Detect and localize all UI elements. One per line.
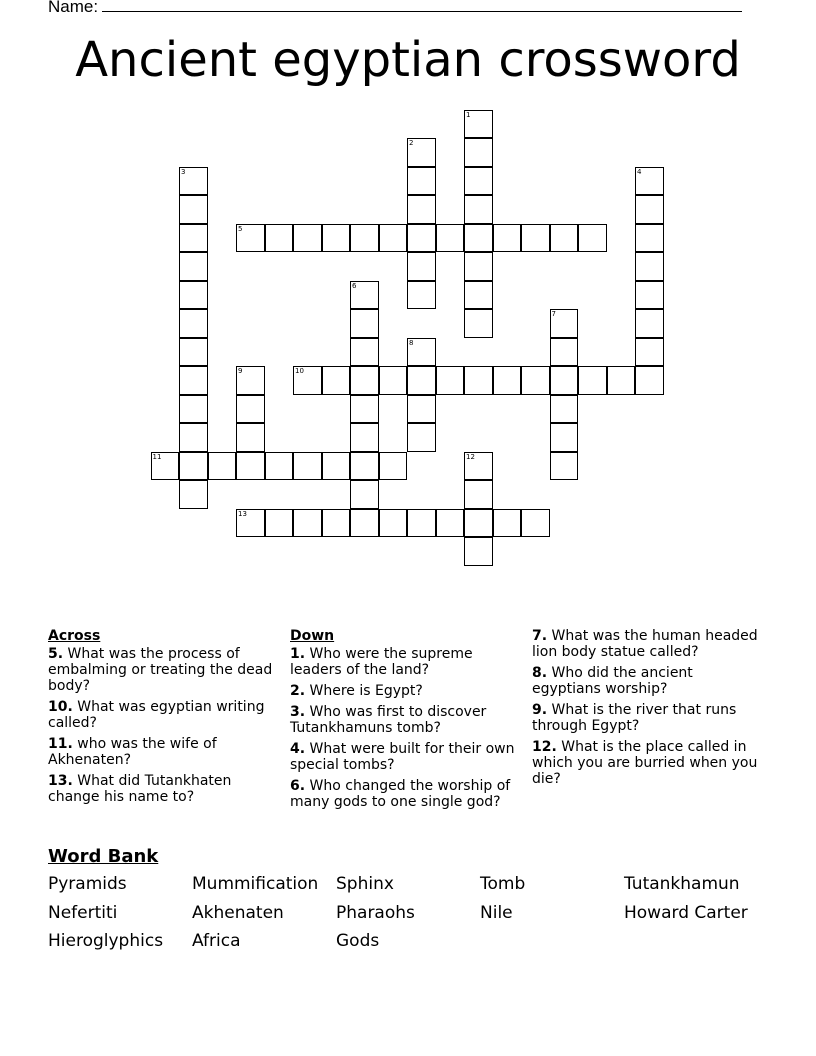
crossword-cell[interactable] [293, 509, 322, 538]
crossword-cell[interactable] [151, 452, 180, 481]
crossword-cell[interactable] [350, 309, 379, 338]
crossword-cell[interactable] [464, 167, 493, 196]
crossword-cell[interactable] [550, 423, 579, 452]
clue-number: 11 [152, 452, 162, 461]
clue-text: What was the human headed lion body statue called? [532, 628, 758, 660]
clue-number: 1. [290, 646, 306, 662]
name-label: Name: [48, 0, 99, 16]
clue [290, 778, 520, 810]
word-bank-word: Hieroglyphics [48, 931, 164, 951]
crossword-cell[interactable] [236, 224, 265, 253]
clues-down-continued [532, 628, 762, 792]
down-heading: Down [290, 628, 335, 644]
crossword-cell[interactable] [350, 509, 379, 538]
clue-number: 7. [532, 628, 548, 644]
clue-number: 2 [409, 139, 414, 147]
clue-text: What were built for their own special tombs? [290, 741, 515, 773]
clue [48, 773, 278, 805]
clue-number: 13. [48, 773, 73, 789]
clue-text: What is the river that runs through Egypt? [532, 702, 737, 734]
page-title: Ancient egyptian crossword [75, 32, 741, 88]
clue-number: 8. [532, 665, 548, 681]
crossword-cell[interactable] [635, 252, 664, 281]
word-bank-word: Pharaohs [336, 902, 415, 923]
crossword-cell[interactable] [635, 366, 664, 395]
crossword-cell[interactable] [550, 338, 579, 367]
crossword-cell[interactable] [635, 195, 664, 224]
crossword-cell[interactable] [635, 224, 664, 253]
crossword-cell[interactable] [464, 480, 493, 509]
crossword-cell[interactable] [550, 309, 579, 338]
word-bank-word: Nefertiti [48, 902, 118, 923]
crossword-cell[interactable] [521, 224, 550, 253]
crossword-cell[interactable] [379, 224, 408, 253]
crossword-cell[interactable] [578, 366, 607, 395]
crossword-cell[interactable] [179, 252, 208, 281]
crossword-cell[interactable] [464, 366, 493, 395]
crossword-cell[interactable] [521, 366, 550, 395]
clue-number: 8 [409, 338, 414, 347]
crossword-cell[interactable] [578, 224, 607, 253]
crossword-cell[interactable] [179, 480, 208, 509]
clue-text: Who were the supreme leaders of the land? [290, 646, 473, 678]
clue [532, 702, 762, 734]
word-bank-word: Gods [336, 931, 380, 951]
crossword-cell[interactable] [464, 509, 493, 538]
crossword-cell[interactable] [236, 395, 265, 424]
crossword-cell[interactable] [350, 423, 379, 452]
crossword-cell[interactable] [379, 452, 408, 481]
crossword-cell[interactable] [350, 366, 379, 395]
crossword-cell[interactable] [407, 138, 436, 167]
crossword-cell[interactable] [607, 366, 636, 395]
crossword-cell[interactable] [436, 366, 465, 395]
crossword-cell[interactable] [464, 110, 493, 139]
clue-text: Who did the ancient egyptians worship? [532, 665, 693, 697]
crossword-cell[interactable] [350, 224, 379, 253]
crossword-cell[interactable] [493, 224, 522, 253]
clue-number: 3. [290, 704, 306, 720]
clue-text: Who was first to discover Tutankhamuns tomb? [290, 704, 487, 736]
crossword-cell[interactable] [550, 224, 579, 253]
crossword-cell[interactable] [464, 537, 493, 566]
crossword-cell[interactable] [407, 224, 436, 253]
crossword-cell[interactable] [407, 509, 436, 538]
crossword-cell[interactable] [236, 509, 265, 538]
clue-number: 10 [295, 367, 304, 375]
crossword-cell[interactable] [407, 281, 436, 310]
clue [290, 741, 520, 773]
crossword-cell[interactable] [464, 309, 493, 338]
crossword-cell[interactable] [236, 423, 265, 452]
clue-text: What is the place called in which you are burried when you die? [532, 739, 758, 787]
clue-number: 11. [48, 736, 73, 752]
crossword-cell[interactable] [379, 509, 408, 538]
crossword-cell[interactable] [407, 395, 436, 424]
clue-text: What was the process of embalming or treating the dead body? [48, 646, 273, 694]
crossword-cell[interactable] [379, 366, 408, 395]
clue [48, 646, 278, 694]
crossword-cell[interactable] [407, 423, 436, 452]
clue-text: What did Tutankhaten change his name to? [48, 773, 232, 805]
crossword-cell[interactable] [179, 423, 208, 452]
crossword-cell[interactable] [464, 252, 493, 281]
clue-text: who was the wife of Akhenaten? [48, 736, 217, 768]
word-bank-title: Word Bank [48, 846, 159, 867]
clue-number: 6. [290, 778, 306, 794]
crossword-cell[interactable] [265, 509, 294, 538]
clues-across [48, 628, 278, 810]
crossword-cell[interactable] [350, 395, 379, 424]
crossword-cell[interactable] [464, 195, 493, 224]
crossword-cell[interactable] [179, 366, 208, 395]
crossword-cell[interactable] [550, 366, 579, 395]
crossword-cell[interactable] [350, 281, 379, 310]
crossword-cell[interactable] [179, 167, 208, 196]
clue-number: 10. [48, 699, 73, 715]
clue-number: 1 [466, 110, 471, 119]
clue-number: 6 [352, 281, 357, 290]
crossword-cell[interactable] [179, 452, 208, 481]
crossword-cell[interactable] [635, 309, 664, 338]
word-bank-word: Tomb [480, 874, 526, 894]
clue-number: 5. [48, 646, 64, 662]
clue-number: 12. [532, 739, 557, 755]
word-bank-word: Akhenaten [192, 902, 284, 923]
clue-number: 7 [551, 310, 556, 318]
crossword-cell[interactable] [493, 366, 522, 395]
across-heading: Across [48, 628, 101, 644]
crossword-cell[interactable] [464, 281, 493, 310]
clue-number: 5 [238, 224, 243, 233]
crossword-cell[interactable] [236, 452, 265, 481]
clue [290, 683, 520, 699]
crossword-cell[interactable] [179, 395, 208, 424]
crossword-cell[interactable] [236, 366, 265, 395]
word-bank-word: Howard Carter [624, 902, 748, 923]
crossword-cell[interactable] [464, 224, 493, 253]
clue [48, 736, 278, 768]
word-bank-word: Tutankhamun [624, 874, 740, 894]
clue [532, 665, 762, 697]
word-bank-word: Nile [480, 902, 513, 923]
crossword-cell[interactable] [407, 338, 436, 367]
crossword-cell[interactable] [350, 338, 379, 367]
crossword-cell[interactable] [322, 366, 351, 395]
clue [532, 739, 762, 787]
crossword-cell[interactable] [265, 224, 294, 253]
word-bank-word: Africa [192, 931, 241, 951]
clue-number: 3 [181, 167, 186, 176]
crossword-cell[interactable] [407, 252, 436, 281]
crossword-cell[interactable] [179, 224, 208, 253]
crossword-cell[interactable] [550, 395, 579, 424]
crossword-cell[interactable] [293, 366, 322, 395]
clue-number: 9 [238, 367, 243, 375]
crossword-cell[interactable] [436, 224, 465, 253]
crossword-cell[interactable] [550, 452, 579, 481]
clue-text: What was egyptian writing called? [48, 699, 265, 731]
clue [290, 646, 520, 678]
clue-number: 13 [238, 509, 247, 518]
crossword-cell[interactable] [179, 338, 208, 367]
clue-text: Who changed the worship of many gods to one single god? [290, 778, 511, 810]
crossword-cell[interactable] [464, 452, 493, 481]
crossword-cell[interactable] [407, 366, 436, 395]
crossword-cell[interactable] [521, 509, 550, 538]
word-bank-word: Pyramids [48, 874, 127, 894]
crossword-cell[interactable] [436, 509, 465, 538]
word-bank-word: Mummification [192, 874, 319, 894]
crossword-cell[interactable] [493, 509, 522, 538]
clue-number: 9. [532, 702, 548, 718]
clue [290, 704, 520, 736]
clue-number: 4. [290, 741, 306, 757]
clue-number: 2. [290, 683, 306, 699]
crossword-cell[interactable] [322, 509, 351, 538]
crossword-cell[interactable] [265, 452, 294, 481]
clue-number: 4 [637, 167, 642, 176]
crossword-cell[interactable] [179, 309, 208, 338]
crossword-cell[interactable] [293, 224, 322, 253]
clue-number: 12 [466, 452, 475, 461]
crossword-cell[interactable] [322, 452, 351, 481]
crossword-cell[interactable] [293, 452, 322, 481]
word-bank-word: Sphinx [336, 874, 394, 894]
crossword-cell[interactable] [407, 167, 436, 196]
crossword-cell[interactable] [635, 167, 664, 196]
crossword-cell[interactable] [407, 195, 436, 224]
crossword-cell[interactable] [350, 452, 379, 481]
clue-text: Where is Egypt? [305, 683, 423, 699]
crossword-cell[interactable] [350, 480, 379, 509]
crossword-cell[interactable] [179, 281, 208, 310]
clue [532, 628, 762, 660]
crossword-cell[interactable] [208, 452, 237, 481]
crossword-cell[interactable] [322, 224, 351, 253]
crossword-cell[interactable] [635, 338, 664, 367]
clues-down [290, 628, 520, 815]
crossword-cell[interactable] [179, 195, 208, 224]
crossword-cell[interactable] [635, 281, 664, 310]
clue [48, 699, 278, 731]
crossword-cell[interactable] [464, 138, 493, 167]
